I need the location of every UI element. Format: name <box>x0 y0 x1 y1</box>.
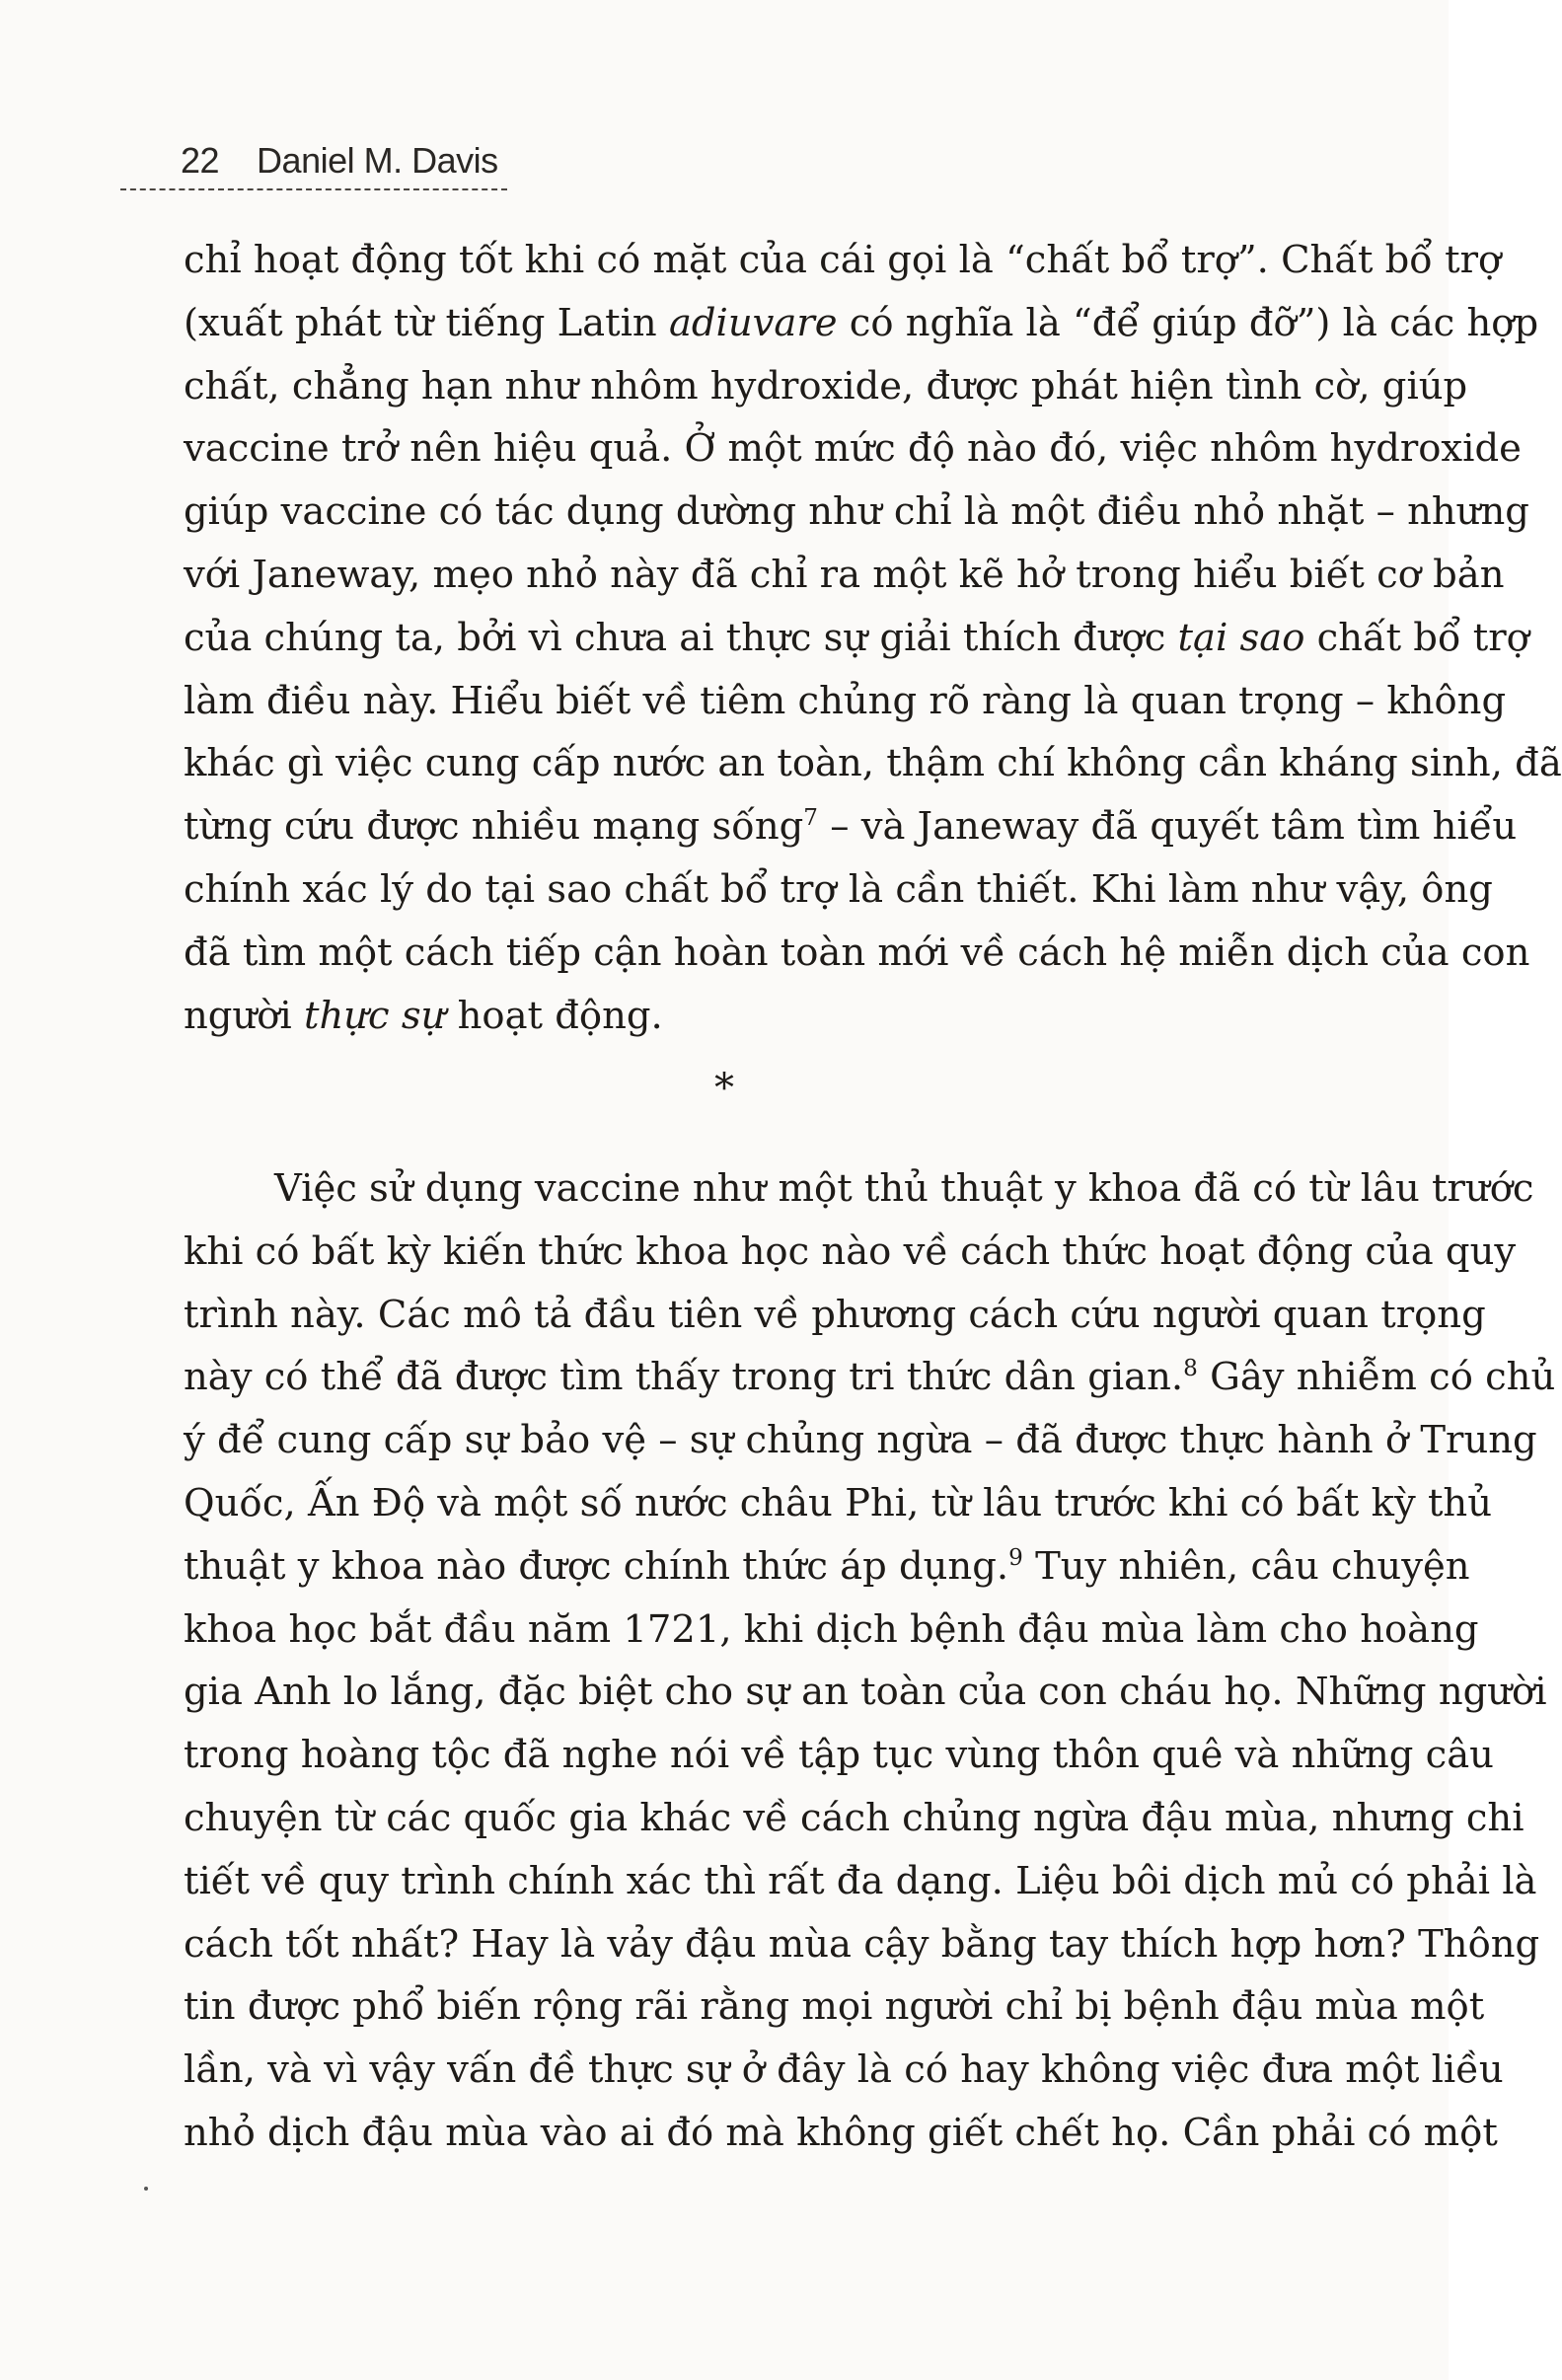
emphasis-text: tại sao <box>1177 615 1305 660</box>
text-line: chất, chẳng hạn như nhôm hydroxide, được phát hiện tình cờ, giúp <box>184 363 1468 409</box>
text-line: làm điều này. Hiểu biết về tiêm chủng rõ ràng là quan trọng – không <box>184 678 1507 723</box>
text-line: từng cứu được nhiều mạng sống$^7$ – và Janeway đã quyết tâm tìm hiểu <box>184 804 1518 850</box>
text-line: Quốc, Ấn Độ và một số nước châu Phi, từ lâu trước khi có bất kỳ thủ <box>184 1480 1493 1525</box>
text-line: Việc sử dụng vaccine như một thủ thuật y khoa đã có từ lâu trước <box>274 1166 1534 1211</box>
text-line: (xuất phát từ tiếng Latin adiuvare có nghĩa là “để giúp đỡ”) là các hợp <box>184 300 1539 345</box>
author-name: Daniel M. Davis <box>257 140 498 181</box>
text-line: thuật y khoa nào được chính thức áp dụng.$^9$ Tuy nhiên, câu chuyện <box>184 1543 1470 1589</box>
paragraph-1 <box>184 229 1562 1047</box>
text-line: trình này. Các mô tả đầu tiên về phương cách cứu người quan trọng <box>184 1292 1486 1337</box>
footnote-ref: 9 <box>1008 1544 1023 1571</box>
text-line: cách tốt nhất? Hay là vảy đậu mùa cậy bằng tay thích hợp hơn? Thông <box>184 1921 1540 1967</box>
text-line: khoa học bắt đầu năm 1721, khi dịch bệnh đậu mùa làm cho hoàng <box>184 1606 1479 1652</box>
text-line: lần, và vì vậy vấn đề thực sự ở đây là có hay không việc đưa một liều <box>184 2047 1504 2093</box>
emphasis-text: thực sự <box>303 993 446 1038</box>
text-line: chính xác lý do tại sao chất bổ trợ là cần thiết. Khi làm như vậy, ông <box>184 866 1493 912</box>
text-line: đã tìm một cách tiếp cận hoàn toàn mới về cách hệ miễn dịch của con <box>184 930 1530 975</box>
text-line: trong hoàng tộc đã nghe nói về tập tục vùng thôn quê và những câu <box>184 1733 1494 1778</box>
text-line: chuyện từ các quốc gia khác về cách chủng ngừa đậu mùa, nhưng chi <box>184 1795 1525 1840</box>
text-line: này có thể đã được tìm thấy trong tri thức dân gian.$^8$ Gây nhiễm có chủ <box>184 1355 1556 1400</box>
text-line: ý để cung cấp sự bảo vệ – sự chủng ngừa – đã được thực hành ở Trung <box>184 1418 1537 1463</box>
footnote-ref: 7 <box>803 805 818 832</box>
text-line: với Janeway, mẹo nhỏ này đã chỉ ra một kẽ hở trong hiểu biết cơ bản <box>184 552 1505 597</box>
paragraph-2 <box>184 1157 1556 2165</box>
text-line: khi có bất kỳ kiến thức khoa học nào về cách thức hoạt động của quy <box>184 1228 1517 1274</box>
text-line: chỉ hoạt động tốt khi có mặt của cái gọi là “chất bổ trợ”. Chất bổ trợ <box>184 238 1502 282</box>
text-line: giúp vaccine có tác dụng dường như chỉ là một điều nhỏ nhặt – nhưng <box>184 489 1529 535</box>
print-speck <box>144 2187 148 2191</box>
text-line: vaccine trở nên hiệu quả. Ở một mức độ nào đó, việc nhôm hydroxide <box>184 426 1522 472</box>
footnote-ref: 8 <box>1183 1356 1198 1382</box>
text-line: tiết về quy trình chính xác thì rất đa dạng. Liệu bôi dịch mủ có phải là <box>184 1858 1537 1903</box>
latin-term: adiuvare <box>668 300 838 345</box>
header-dashed-rule <box>120 188 507 190</box>
text-line: khác gì việc cung cấp nước an toàn, thậm chí không cần kháng sinh, đã <box>184 741 1562 786</box>
text-line: tin được phổ biến rộng rãi rằng mọi người chỉ bị bệnh đậu mùa một <box>184 1984 1485 2030</box>
section-separator: * <box>714 1066 734 1111</box>
text-line: của chúng ta, bởi vì chưa ai thực sự giải thích được tại sao chất bổ trợ <box>184 615 1529 660</box>
running-head <box>181 140 498 182</box>
text-line: gia Anh lo lắng, đặc biệt cho sự an toàn của con cháu họ. Những người <box>184 1670 1547 1715</box>
text-line: nhỏ dịch đậu mùa vào ai đó mà không giết chết họ. Cần phải có một <box>184 2110 1498 2155</box>
text-line: người thực sự hoạt động. <box>184 993 663 1038</box>
page-number: 22 <box>181 140 220 181</box>
